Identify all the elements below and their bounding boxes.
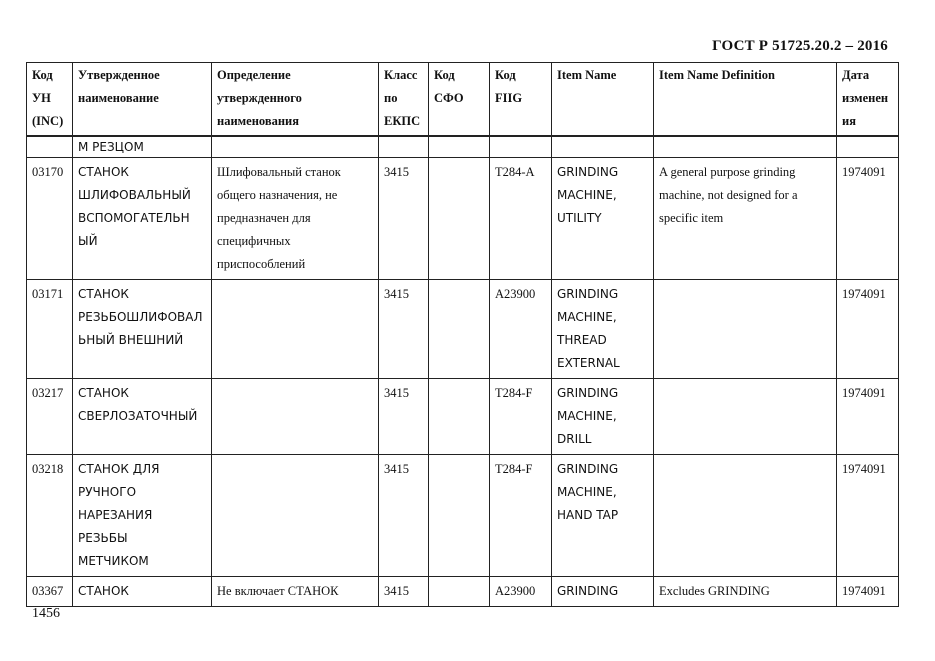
cell-fiig: A23900 xyxy=(490,280,552,379)
cell-fiig: T284-F xyxy=(490,379,552,455)
cell-sfo xyxy=(429,577,490,607)
cell-approved-name xyxy=(73,455,212,577)
cell-line: приспособлений xyxy=(217,257,306,271)
header-line: FIIG xyxy=(495,91,523,105)
col-header-item-name xyxy=(552,63,654,137)
header-line: Код xyxy=(434,68,455,82)
header-line: Утвержденное xyxy=(78,68,160,82)
header-line: (INC) xyxy=(32,114,64,128)
cell-line: СТАНОК ДЛЯ xyxy=(78,462,160,476)
cell-change-date: 1974091 xyxy=(837,577,899,607)
col-header-fiig xyxy=(490,63,552,137)
cell-line: РУЧНОГО xyxy=(78,485,137,499)
cell-definition xyxy=(212,577,379,607)
cell-inc: 03217 xyxy=(27,379,73,455)
cell-line: specific item xyxy=(659,211,724,225)
cell-definition xyxy=(212,455,379,577)
cell-line: СТАНОК xyxy=(78,584,129,598)
document-standard-header: ГОСТ Р 51725.20.2 – 2016 xyxy=(712,38,888,54)
cell-approved-name xyxy=(73,280,212,379)
cell-item-name xyxy=(552,379,654,455)
cell-class: 3415 xyxy=(379,280,429,379)
cell-line: НАРЕЗАНИЯ xyxy=(78,508,153,522)
cell-inc xyxy=(27,136,73,158)
cell-line: THREAD xyxy=(557,333,607,347)
cell-sfo xyxy=(429,455,490,577)
table-row-continuation xyxy=(27,136,899,158)
cell-change-date: 1974091 xyxy=(837,158,899,280)
table-row xyxy=(27,455,899,577)
cell-line: ШЛИФОВАЛЬНЫЙ xyxy=(78,188,191,202)
col-header-inc xyxy=(27,63,73,137)
col-header-definition xyxy=(212,63,379,137)
table-row xyxy=(27,280,899,379)
cell-change-date xyxy=(837,136,899,158)
cell-sfo xyxy=(429,158,490,280)
cell-line: СВЕРЛОЗАТОЧНЫЙ xyxy=(78,409,198,423)
cell-line: GRINDING xyxy=(557,462,619,476)
cell-line: GRINDING xyxy=(557,584,619,598)
cell-line: GRINDING xyxy=(557,386,619,400)
cell-fiig: T284-A xyxy=(490,158,552,280)
cell-fiig: T284-F xyxy=(490,455,552,577)
cell-class xyxy=(379,136,429,158)
cell-line: A general purpose grinding xyxy=(659,165,796,179)
cell-change-date: 1974091 xyxy=(837,455,899,577)
cell-line: СТАНОК xyxy=(78,287,129,301)
cell-inc: 03171 xyxy=(27,280,73,379)
cell-item-name-definition xyxy=(654,158,837,280)
cell-line: СТАНОК xyxy=(78,165,129,179)
cell-fiig xyxy=(490,136,552,158)
header-line: Дата xyxy=(842,68,870,82)
table-row xyxy=(27,158,899,280)
cell-line: СТАНОК xyxy=(78,386,129,400)
cell-item-name-definition xyxy=(654,136,837,158)
cell-approved-name xyxy=(73,577,212,607)
cell-line: MACHINE, xyxy=(557,409,617,423)
cell-line: UTILITY xyxy=(557,211,602,225)
cell-line: GRINDING xyxy=(557,287,619,301)
cell-change-date: 1974091 xyxy=(837,379,899,455)
cell-line: DRILL xyxy=(557,432,592,446)
cell-line: MACHINE, xyxy=(557,310,617,324)
header-line: СФО xyxy=(434,91,464,105)
page-number: 1456 xyxy=(32,606,60,621)
cell-item-name xyxy=(552,136,654,158)
header-line: наименования xyxy=(217,114,300,128)
cell-item-name-definition xyxy=(654,280,837,379)
cell-line: общего назначения, не xyxy=(217,188,338,202)
cell-class: 3415 xyxy=(379,379,429,455)
cell-line: предназначен для xyxy=(217,211,311,225)
cell-class: 3415 xyxy=(379,577,429,607)
cell-definition xyxy=(212,158,379,280)
header-line: УН xyxy=(32,91,51,105)
cell-fiig: A23900 xyxy=(490,577,552,607)
cell-definition xyxy=(212,280,379,379)
table-row xyxy=(27,379,899,455)
cell-approved-name xyxy=(73,379,212,455)
cell-line: ЬНЫЙ ВНЕШНИЙ xyxy=(78,333,184,347)
cell-definition xyxy=(212,136,379,158)
cell-line: ВСПОМОГАТЕЛЬН xyxy=(78,211,190,225)
cell-item-name-definition xyxy=(654,379,837,455)
cell-class: 3415 xyxy=(379,158,429,280)
cell-sfo xyxy=(429,136,490,158)
cell-item-name-definition xyxy=(654,455,837,577)
cell-line: Шлифовальный станок xyxy=(217,165,341,179)
header-line: Класс xyxy=(384,68,418,82)
col-header-class xyxy=(379,63,429,137)
cell-line: РЕЗЬБЫ xyxy=(78,531,128,545)
cell-line: Не включает СТАНОК xyxy=(217,584,339,598)
cell-class: 3415 xyxy=(379,455,429,577)
cell-line: МЕТЧИКОМ xyxy=(78,554,149,568)
header-line: ия xyxy=(842,114,856,128)
header-line: Код xyxy=(32,68,53,82)
cell-item-name-definition xyxy=(654,577,837,607)
cell-approved-name: М РЕЗЦОМ xyxy=(73,136,212,158)
cell-line: EXTERNAL xyxy=(557,356,620,370)
cell-line: РЕЗЬБОШЛИФОВАЛ xyxy=(78,310,203,324)
header-line: ЕКПС xyxy=(384,114,421,128)
cell-line: MACHINE, xyxy=(557,485,617,499)
cell-sfo xyxy=(429,379,490,455)
header-line: Определение xyxy=(217,68,291,82)
cell-definition xyxy=(212,379,379,455)
cell-item-name xyxy=(552,455,654,577)
cell-item-name xyxy=(552,577,654,607)
header-line: Item Name xyxy=(557,68,617,82)
table-row xyxy=(27,577,899,607)
cell-inc: 03170 xyxy=(27,158,73,280)
header-line: Код xyxy=(495,68,516,82)
header-line: наименование xyxy=(78,91,159,105)
col-header-approved-name xyxy=(73,63,212,137)
header-line: по xyxy=(384,91,398,105)
cell-item-name xyxy=(552,280,654,379)
col-header-item-name-definition xyxy=(654,63,837,137)
cell-inc: 03367 xyxy=(27,577,73,607)
col-header-sfo xyxy=(429,63,490,137)
cell-approved-name xyxy=(73,158,212,280)
cell-line: Excludes GRINDING xyxy=(659,584,770,598)
table-header-row xyxy=(27,63,899,137)
cell-line: GRINDING xyxy=(557,165,619,179)
registry-table xyxy=(26,62,899,607)
header-line: Item Name Definition xyxy=(659,68,775,82)
header-line: изменен xyxy=(842,91,889,105)
cell-line: ЫЙ xyxy=(78,234,98,248)
cell-sfo xyxy=(429,280,490,379)
cell-line: MACHINE, xyxy=(557,188,617,202)
cell-inc: 03218 xyxy=(27,455,73,577)
cell-line: HAND TAP xyxy=(557,508,619,522)
cell-line: machine, not designed for a xyxy=(659,188,798,202)
cell-item-name xyxy=(552,158,654,280)
cell-change-date: 1974091 xyxy=(837,280,899,379)
cell-line: специфичных xyxy=(217,234,291,248)
header-line: утвержденного xyxy=(217,91,302,105)
col-header-change-date xyxy=(837,63,899,137)
